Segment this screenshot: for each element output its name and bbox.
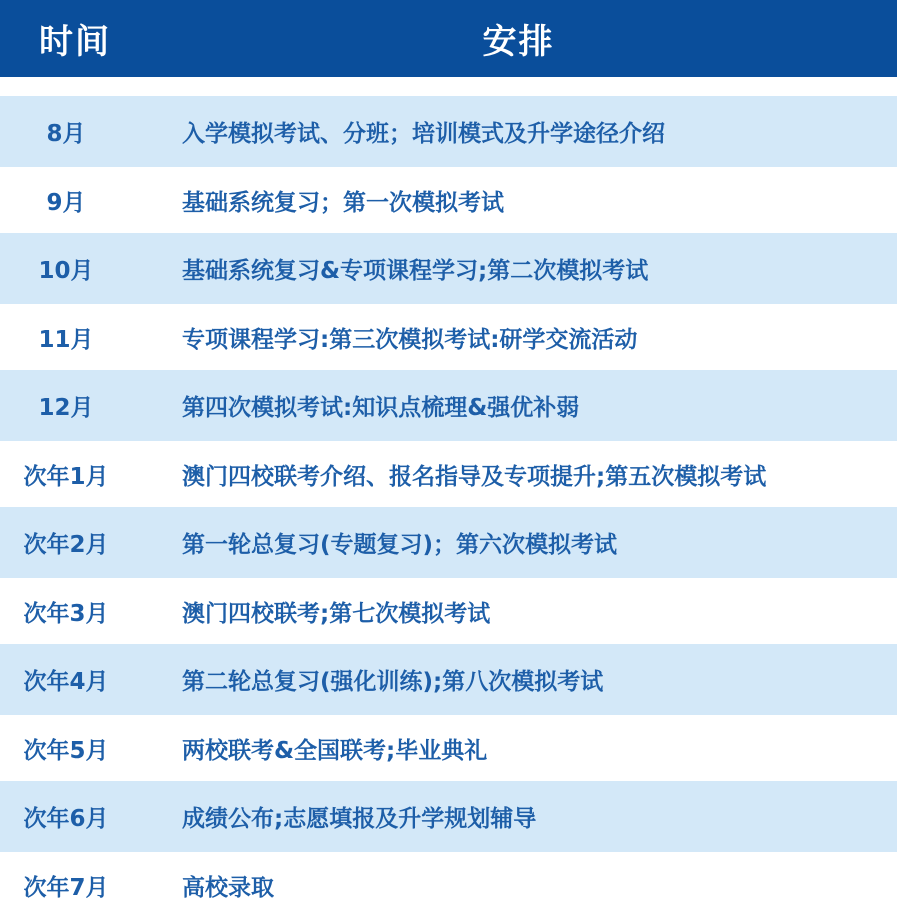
row-plan: 澳门四校联考;第七次模拟考试 [182, 600, 491, 627]
row-time: 次年3月 [23, 600, 109, 627]
header-gap [0, 77, 897, 96]
table-row [0, 233, 897, 304]
table-row [0, 370, 897, 441]
row-time: 次年6月 [23, 806, 109, 832]
row-time: 次年7月 [23, 874, 109, 901]
row-time: 11月 [38, 326, 94, 353]
row-time: 次年4月 [23, 669, 109, 695]
row-time: 次年2月 [23, 532, 109, 558]
row-time: 次年1月 [23, 463, 109, 490]
table-row [0, 852, 897, 918]
table-row [0, 167, 897, 233]
table-row [0, 304, 897, 370]
row-time: 次年5月 [23, 737, 109, 764]
row-plan: 成绩公布;志愿填报及升学规划辅导 [182, 806, 537, 832]
row-plan: 第四次模拟考试:知识点梳理&强优补弱 [182, 395, 580, 421]
row-plan: 第二轮总复习(强化训练);第八次模拟考试 [182, 669, 604, 695]
header-time: 时间 [39, 22, 111, 62]
table-row [0, 715, 897, 781]
row-plan: 基础系统复习&专项课程学习;第二次模拟考试 [182, 258, 649, 284]
row-plan: 澳门四校联考介绍、报名指导及专项提升;第五次模拟考试 [182, 463, 767, 490]
row-plan: 基础系统复习；第一次模拟考试 [182, 189, 504, 216]
table-row [0, 781, 897, 852]
row-time: 12月 [38, 395, 94, 421]
row-time: 10月 [38, 258, 94, 284]
row-plan: 高校录取 [182, 874, 274, 901]
row-time: 8月 [46, 121, 86, 147]
row-plan: 第一轮总复习(专题复习)；第六次模拟考试 [182, 532, 618, 558]
table-row [0, 441, 897, 507]
row-plan: 入学模拟考试、分班；培训模式及升学途径介绍 [182, 121, 665, 147]
row-time: 9月 [46, 189, 86, 216]
row-plan: 专项课程学习:第三次模拟考试:研学交流活动 [182, 326, 638, 353]
table-header [0, 0, 897, 77]
table-row [0, 96, 897, 167]
table-row [0, 507, 897, 578]
table-row [0, 644, 897, 715]
table-row [0, 578, 897, 644]
header-plan: 安排 [482, 22, 555, 62]
row-plan: 两校联考&全国联考;毕业典礼 [182, 737, 488, 764]
